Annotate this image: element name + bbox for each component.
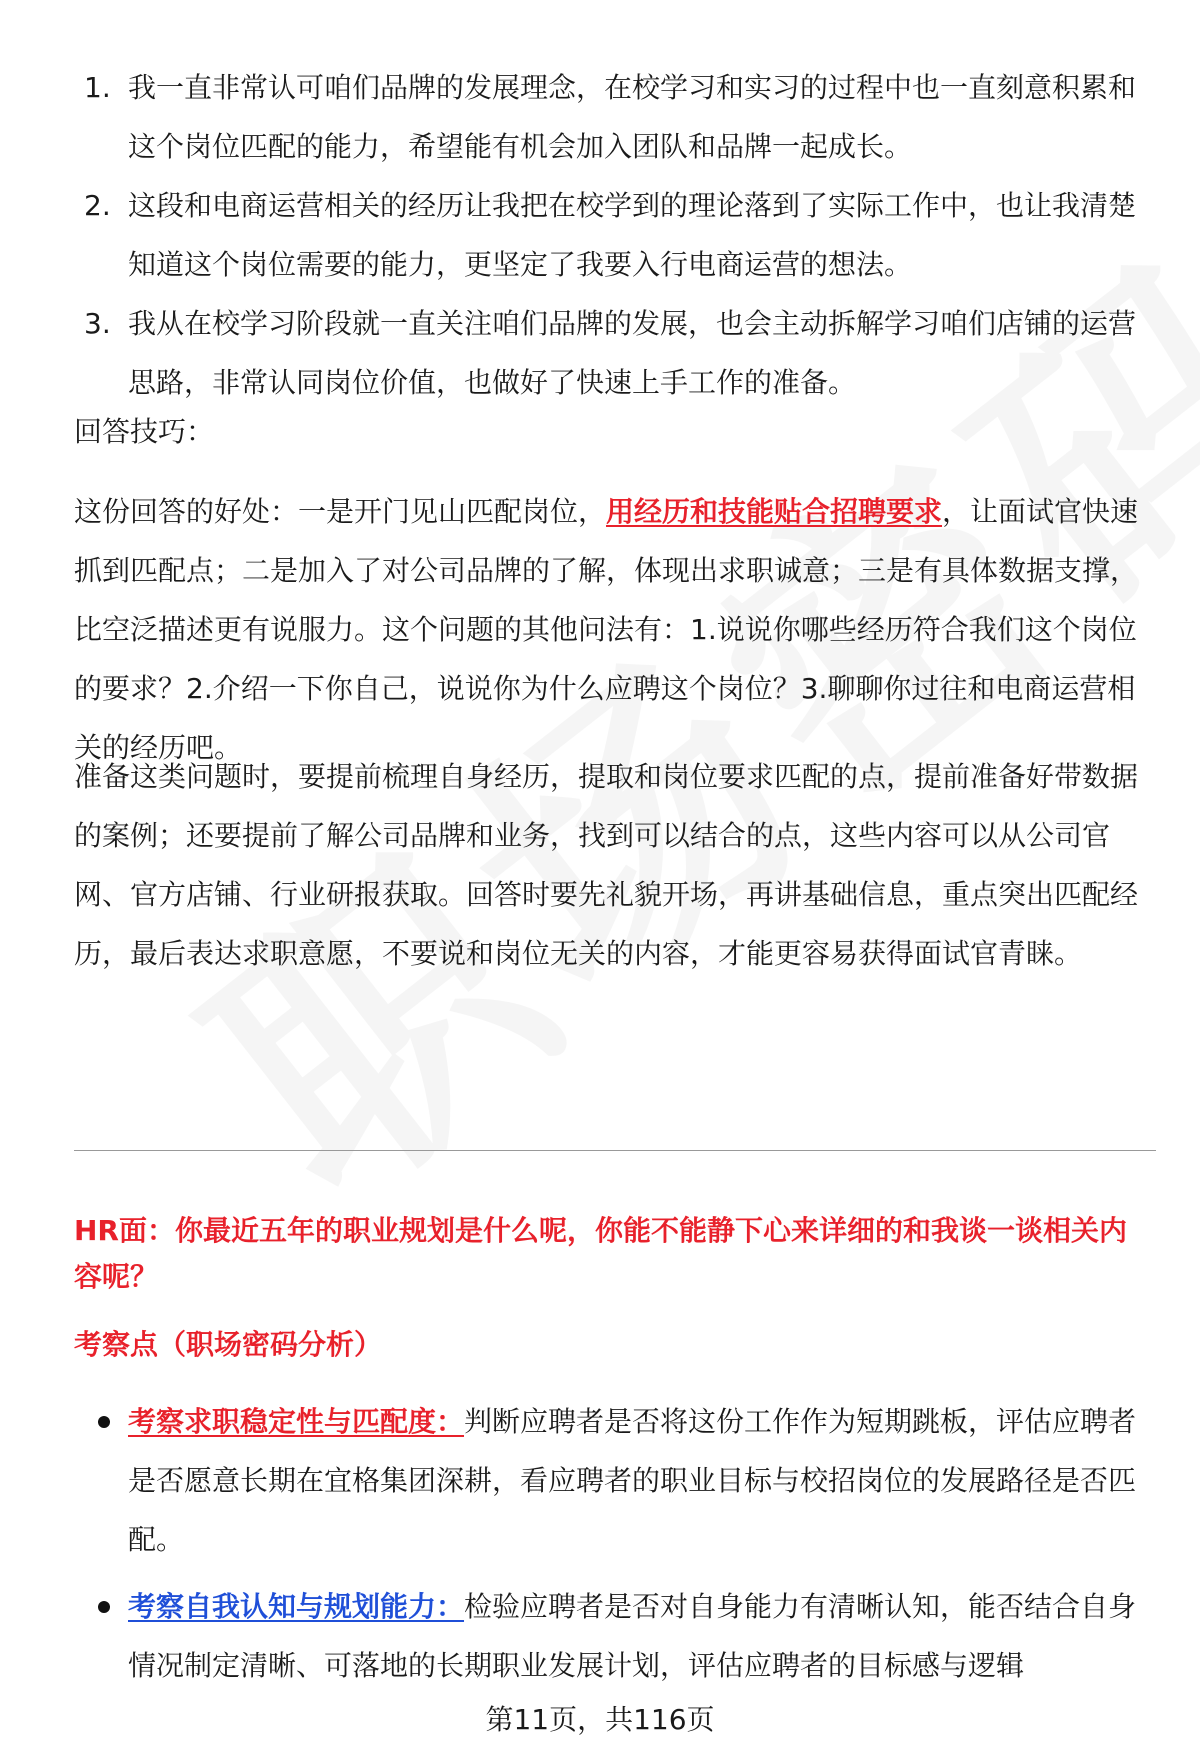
bullet-icon: [98, 1601, 110, 1613]
list-number: 3.: [84, 307, 111, 340]
tips-paragraph-1: [74, 482, 1144, 777]
bullet-label: 考察自我认知与规划能力：: [128, 1590, 465, 1623]
list-item-text: 这段和电商运营相关的经历让我把在校学到的理论落到了实际工作中，也让我清楚知道这个岗位需要的能力，更坚定了我要入行电商运营的想法。: [128, 189, 1137, 281]
assessment-points-list: [74, 1392, 1144, 1703]
list-item: [74, 176, 1144, 294]
list-item: [74, 58, 1144, 176]
bullet-text: 检验应聘者是否对自身能力有清晰认知，能否结合自身情况制定清晰、可落地的长期职业发展计划，评估应聘者的目标感与逻辑: [128, 1590, 1137, 1682]
list-item: [74, 294, 1144, 412]
tips-highlight: 用经历和技能贴合招聘要求: [606, 495, 943, 528]
list-item-text: 我从在校学习阶段就一直关注咱们品牌的发展，也会主动拆解学习咱们店铺的运营思路，非常认同岗位价值，也做好了快速上手工作的准备。: [128, 307, 1137, 399]
section-divider: [74, 1150, 1156, 1151]
section-title: 考察点（职场密码分析）: [74, 1328, 383, 1361]
list-item: [74, 1577, 1144, 1695]
bullet-text: 判断应聘者是否将这份工作作为短期跳板，评估应聘者是否愿意长期在宜格集团深耕，看应聘者的职业目标与校招岗位的发展路径是否匹配。: [128, 1405, 1137, 1556]
numbered-answer-list: [74, 58, 1144, 412]
tips-paragraph-2: 准备这类问题时，要提前梳理自身经历，提取和岗位要求匹配的点，提前准备好带数据的案例；还要提前了解公司品牌和业务，找到可以结合的点，这些内容可以从公司官网、官方店铺、行业研报获取。回答时要先礼貌开场，再讲基础信息，重点突出匹配经历，最后表达求职意愿，不要说和岗位无关的内容，才能更容易获得面试官青睐。: [74, 760, 1139, 970]
page-number: 第11页，共116页: [485, 1703, 715, 1736]
tips-label: 回答技巧：: [74, 415, 215, 448]
bullet-icon: [98, 1416, 110, 1428]
tips-text-after: ，让面试官快速抓到匹配点；二是加入了对公司品牌的了解，体现出求职诚意；三是有具体数据支撑，比空泛描述更有说服力。这个问题的其他问法有：1.说说你哪些经历符合我们这个岗位的要求？2.介绍一下你自己，说说你为什么应聘这个岗位？3.聊聊你过往和电商运营相关的经历吧。: [74, 495, 1139, 764]
list-number: 2.: [84, 189, 111, 222]
hr-question-heading: HR面：你最近五年的职业规划是什么呢，你能不能静下心来详细的和我谈一谈相关内容呢？: [74, 1214, 1127, 1293]
list-item-text: 我一直非常认可咱们品牌的发展理念，在校学习和实习的过程中也一直刻意积累和这个岗位匹配的能力，希望能有机会加入团队和品牌一起成长。: [128, 71, 1137, 163]
tips-text-before: 这份回答的好处：一是开门见山匹配岗位，: [74, 495, 607, 528]
bullet-label: 考察求职稳定性与匹配度：: [128, 1405, 465, 1438]
list-item: [74, 1392, 1144, 1569]
list-number: 1.: [84, 71, 111, 104]
